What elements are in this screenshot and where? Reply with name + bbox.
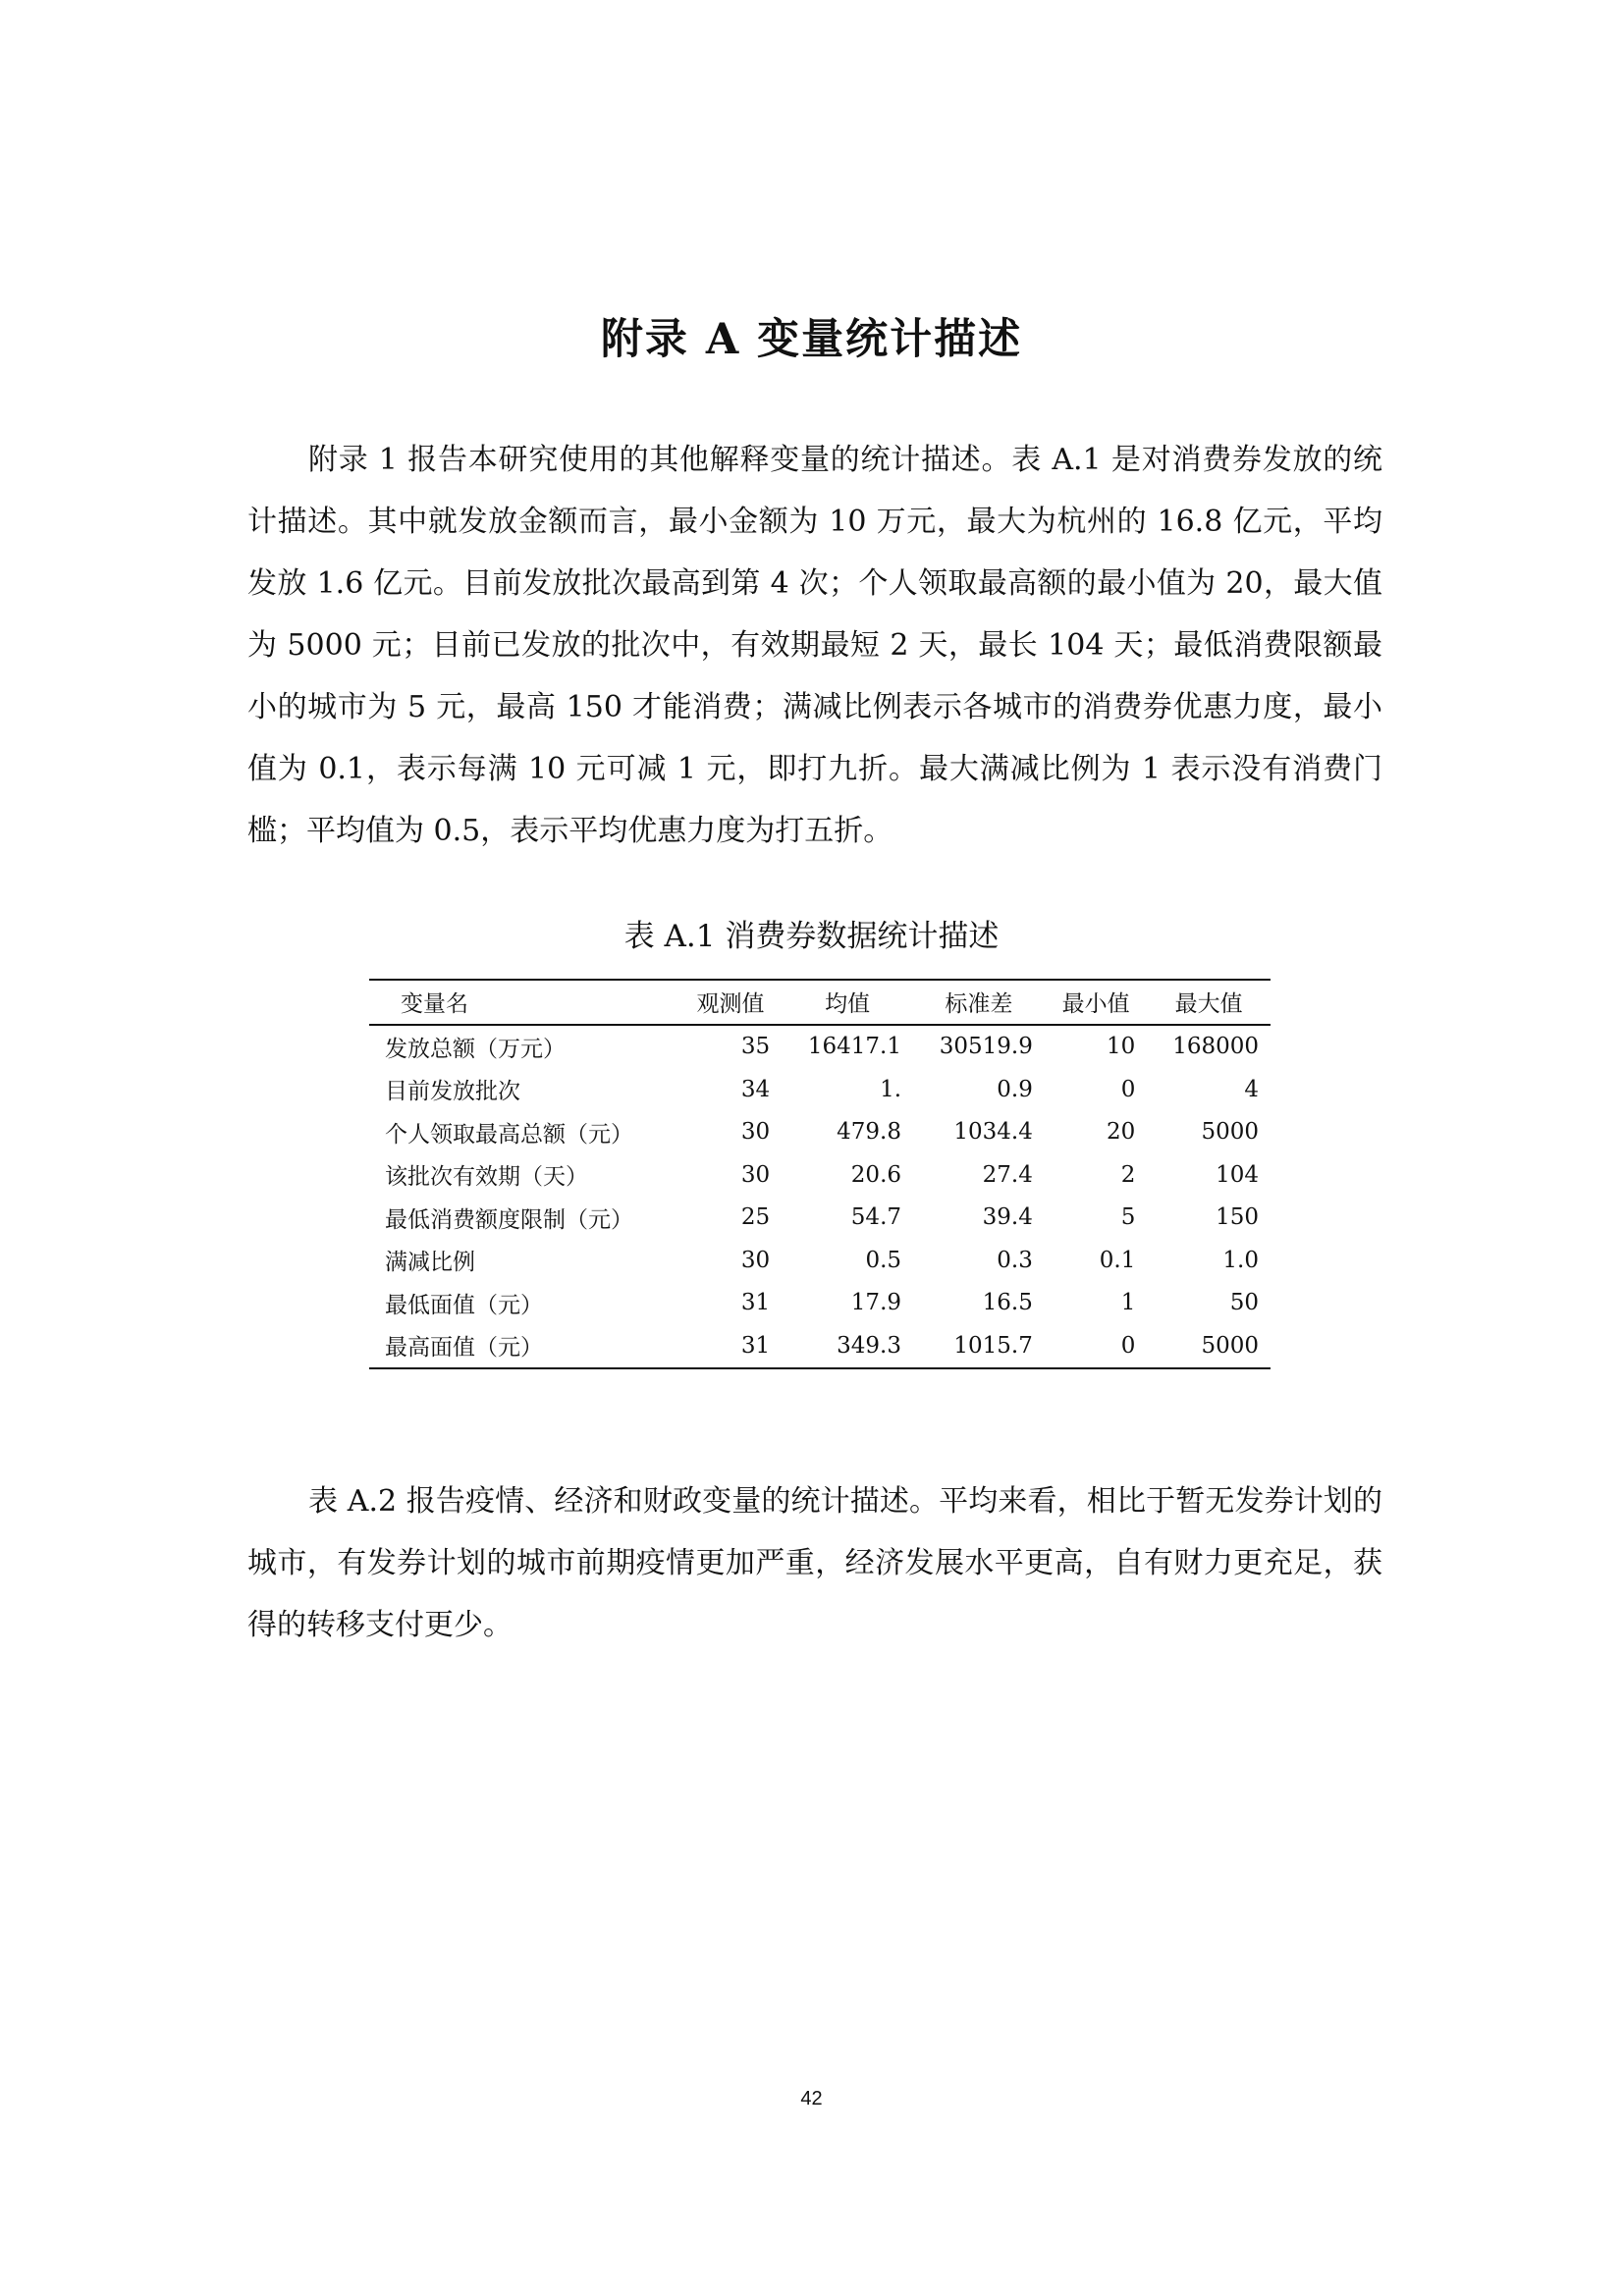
- table-caption: 表 A.1 消费券数据统计描述: [623, 919, 1000, 954]
- cell-observations: 30: [740, 1247, 771, 1273]
- table-row: [369, 1153, 1271, 1197]
- cell-mean: 1.: [880, 1076, 902, 1102]
- cell-max: 150: [1216, 1204, 1259, 1231]
- cell-observations: 31: [740, 1290, 771, 1316]
- cell-max: 5000: [1201, 1332, 1259, 1359]
- table-row: [369, 1282, 1271, 1325]
- cell-std-dev: 0.3: [997, 1247, 1033, 1273]
- header-variable: 变量名: [401, 991, 468, 1018]
- header-std-dev: 标准差: [945, 991, 1013, 1018]
- cell-mean: 0.5: [865, 1247, 902, 1273]
- cell-min: 2: [1120, 1161, 1136, 1188]
- header-min: 最小值: [1061, 991, 1130, 1018]
- cell-min: 0.1: [1099, 1247, 1136, 1273]
- cell-observations: 34: [740, 1076, 771, 1102]
- cell-variable: 目前发放批次: [385, 1079, 520, 1105]
- header-max: 最大值: [1174, 991, 1243, 1018]
- cell-variable: 该批次有效期（天）: [385, 1164, 588, 1191]
- appendix-title: 附录 A 变量统计描述: [600, 315, 1023, 364]
- table-row: [369, 1025, 1271, 1069]
- statistics-table: [369, 979, 1271, 1369]
- cell-observations: 31: [740, 1332, 771, 1359]
- cell-std-dev: 30519.9: [939, 1034, 1033, 1060]
- cell-observations: 30: [740, 1161, 771, 1188]
- paragraph-table-a2: 表 A.2 报告疫情、经济和财政变量的统计描述。平均来看，相比于暂无发券计划的城市，有发券计划的城市前期疫情更加严重，经济发展水平更高，自有财力更充足，获得的转移支付更少。: [247, 1484, 1382, 1642]
- cell-std-dev: 39.4: [982, 1204, 1033, 1231]
- table-row: [369, 1324, 1271, 1368]
- table-header-row: [369, 980, 1271, 1025]
- paragraph-intro: 附录 1 报告本研究使用的其他解释变量的统计描述。表 A.1 是对消费券发放的统计描述。其中就发放金额而言，最小金额为 10 万元，最大为杭州的 16.8 亿元，平均发放 1.6 亿元。目前发放批次最高到第 4 次；个人领取最高额的最小值为 20，最大值为 5000 元；目前已发放的批次中，有效期最短 2 天，最长 104 天；最低消费限额最小的城市为 5 元，最高 150 才能消费；满减比例表示各城市的消费券优惠力度，最小值为 0.1，表示每满 10 元可减 1 元，即打九折。最大满减比例为 1 表示没有消费门槛；平均值为 0.5，表示平均优惠力度为打五折。: [247, 443, 1382, 848]
- cell-max: 168000: [1172, 1034, 1259, 1060]
- cell-max: 50: [1229, 1290, 1259, 1316]
- cell-mean: 16417.1: [807, 1034, 902, 1060]
- cell-observations: 25: [740, 1204, 771, 1231]
- cell-std-dev: 1015.7: [953, 1332, 1033, 1359]
- cell-min: 10: [1107, 1034, 1136, 1060]
- cell-observations: 30: [740, 1119, 771, 1146]
- cell-variable: 最低面值（元）: [385, 1292, 543, 1318]
- cell-mean: 479.8: [837, 1119, 902, 1146]
- cell-max: 4: [1244, 1076, 1259, 1102]
- cell-min: 5: [1120, 1204, 1136, 1231]
- cell-mean: 54.7: [850, 1204, 902, 1231]
- cell-variable: 最高面值（元）: [385, 1335, 543, 1362]
- cell-min: 1: [1120, 1290, 1136, 1316]
- table-row: [369, 1068, 1271, 1111]
- cell-mean: 17.9: [850, 1290, 902, 1316]
- cell-min: 0: [1120, 1332, 1136, 1359]
- cell-observations: 35: [740, 1034, 771, 1060]
- cell-max: 5000: [1201, 1119, 1259, 1146]
- cell-min: 0: [1120, 1076, 1136, 1102]
- cell-variable: 发放总额（万元）: [385, 1036, 566, 1062]
- table-row: [369, 1111, 1271, 1154]
- page-number: 42: [800, 2088, 823, 2109]
- cell-max: 1.0: [1222, 1247, 1259, 1273]
- header-observations: 观测值: [696, 991, 765, 1018]
- cell-variable: 满减比例: [385, 1250, 475, 1276]
- cell-std-dev: 0.9: [997, 1076, 1033, 1102]
- cell-max: 104: [1216, 1161, 1259, 1188]
- cell-mean: 349.3: [837, 1332, 902, 1359]
- cell-min: 20: [1107, 1119, 1136, 1146]
- cell-std-dev: 27.4: [982, 1161, 1033, 1188]
- cell-std-dev: 16.5: [982, 1290, 1033, 1316]
- table-row: [369, 1239, 1271, 1282]
- cell-std-dev: 1034.4: [953, 1119, 1033, 1146]
- header-mean: 均值: [825, 991, 871, 1018]
- cell-variable: 最低消费额度限制（元）: [385, 1206, 633, 1233]
- cell-mean: 20.6: [850, 1161, 902, 1188]
- cell-variable: 个人领取最高总额（元）: [385, 1121, 633, 1148]
- table-row: [369, 1197, 1271, 1240]
